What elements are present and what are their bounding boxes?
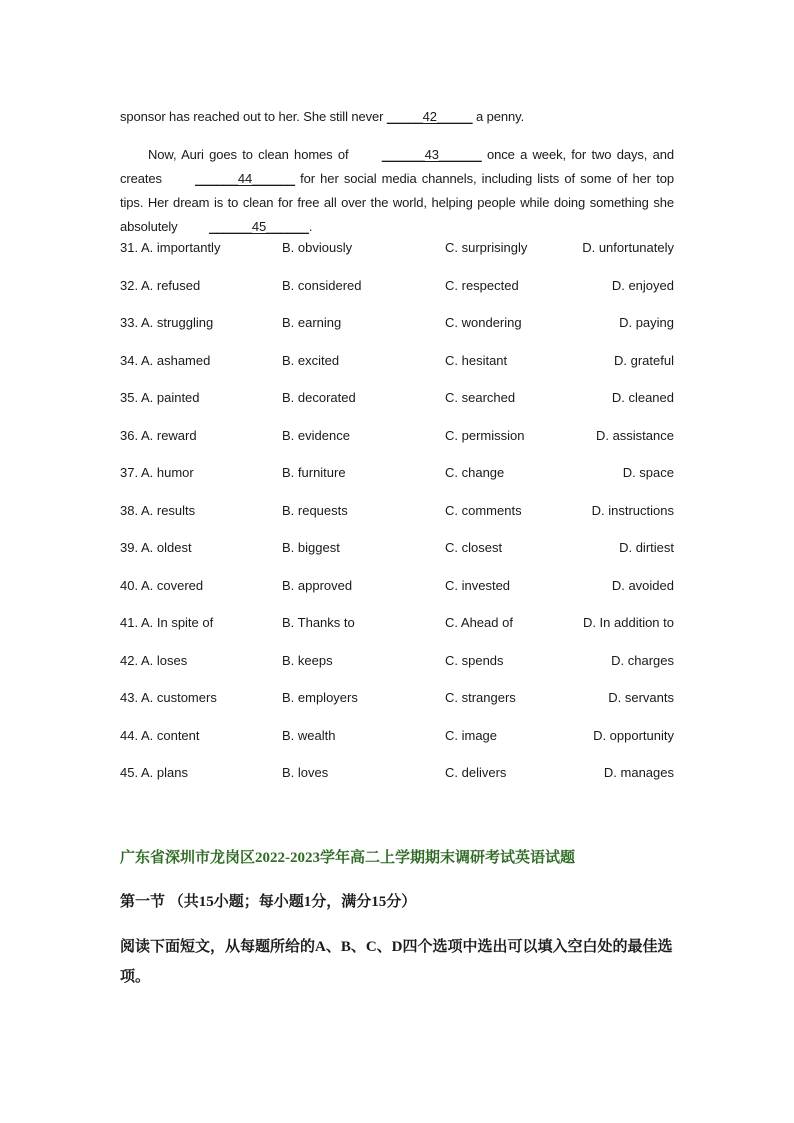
option-a: 45. A. plans (120, 765, 188, 780)
option-c: C. respected (445, 277, 519, 293)
question-options-row (120, 503, 680, 541)
option-c: C. wondering (445, 315, 522, 330)
option-d: D. avoided (611, 577, 674, 593)
option-c: C. Ahead of (445, 615, 513, 630)
option-a: 32. A. refused (120, 277, 201, 293)
passage-text: . (308, 219, 313, 234)
passage-text: sponsor has reached out to her. She still never (120, 109, 387, 124)
option-a: 40. A. covered (120, 577, 204, 593)
option-c: C. delivers (445, 765, 507, 780)
option-d: D. unfortunately (582, 240, 674, 255)
option-d: D. opportunity (593, 727, 674, 743)
option-b: B. furniture (282, 465, 346, 480)
question-options-row (120, 615, 680, 653)
option-d: D. charges (611, 652, 674, 668)
option-c: C. strangers (445, 690, 516, 705)
passage-text: a penny. (472, 109, 525, 124)
option-d: D. In addition to (582, 615, 674, 630)
option-d: D. grateful (614, 352, 674, 368)
section-heading: 第一节 （共15小题；每小题1分，满分15分） (120, 894, 417, 910)
option-d: D. instructions (591, 502, 674, 518)
question-options-row (120, 653, 680, 691)
question-options-row (120, 540, 680, 578)
option-c: C. invested (445, 577, 511, 593)
option-d: D. enjoyed (611, 277, 674, 293)
option-a: 43. A. customers (120, 690, 217, 705)
passage-paragraph-2 (120, 143, 674, 239)
blank-44: ______44______ (195, 171, 295, 186)
option-c: C. surprisingly (445, 240, 528, 255)
option-b: B. Thanks to (282, 615, 355, 630)
option-b: B. keeps (282, 652, 333, 668)
options-list (120, 240, 680, 803)
option-b: B. decorated (282, 390, 356, 405)
option-b: B. wealth (282, 727, 336, 743)
question-options-row (120, 390, 680, 428)
option-a: 34. A. ashamed (120, 352, 211, 368)
option-a: 31. A. importantly (120, 240, 221, 255)
passage-paragraph-1 (120, 105, 674, 129)
option-a: 33. A. struggling (120, 315, 214, 330)
passage-text: once a week, for two days, and creates (120, 147, 674, 186)
option-b: B. employers (282, 690, 358, 705)
option-a: 44. A. content (120, 727, 200, 743)
option-a: 37. A. humor (120, 465, 194, 480)
option-c: C. searched (445, 390, 516, 405)
exam-title: 广东省深圳市龙岗区2022-2023学年高二上学期期末调研考试英语试题 (120, 850, 575, 866)
question-options-row (120, 690, 680, 728)
question-options-row (120, 728, 680, 766)
option-b: B. earning (282, 315, 342, 330)
option-a: 35. A. painted (120, 390, 200, 405)
option-b: B. biggest (282, 540, 340, 555)
question-options-row (120, 465, 680, 503)
option-d: D. servants (608, 690, 674, 705)
option-b: B. obviously (282, 240, 353, 255)
question-options-row (120, 315, 680, 353)
blank-43: ______43______ (381, 147, 482, 162)
option-c: C. image (445, 727, 498, 743)
question-options-row (120, 428, 680, 466)
option-a: 41. A. In spite of (120, 615, 214, 630)
option-b: B. considered (282, 277, 362, 293)
passage-text: for her social media channels, including lists of some of her top tips. Her dream is to clean for free all over the world, helping people while doing something she absolutely (120, 171, 674, 234)
option-d: D. dirtiest (619, 540, 674, 555)
blank-45: ______45______ (209, 219, 309, 234)
option-b: B. requests (282, 502, 348, 518)
question-options-row (120, 240, 680, 278)
option-b: B. excited (282, 352, 340, 368)
option-d: D. cleaned (611, 390, 674, 405)
option-d: D. manages (603, 765, 674, 780)
question-options-row (120, 278, 680, 316)
question-options-row (120, 765, 680, 803)
option-d: D. assistance (595, 427, 674, 443)
question-options-row (120, 353, 680, 391)
section-instruction: 阅读下面短文，从每题所给的A、B、C、D四个选项中选出可以填入空白处的最佳选项。 (120, 939, 673, 985)
question-options-row (120, 578, 680, 616)
passage-text: Now, Auri goes to clean homes of (148, 147, 354, 162)
option-a: 38. A. results (120, 502, 196, 518)
option-b: B. approved (282, 577, 353, 593)
blank-42: _____42_____ (386, 109, 473, 124)
option-a: 36. A. reward (120, 427, 197, 443)
option-c: C. spends (445, 652, 504, 668)
option-d: D. paying (619, 315, 674, 330)
option-b: B. loves (282, 765, 329, 780)
option-d: D. space (622, 465, 674, 480)
option-a: 39. A. oldest (120, 540, 192, 555)
option-c: C. hesitant (445, 352, 508, 368)
option-c: C. closest (445, 540, 503, 555)
option-b: B. evidence (282, 427, 350, 443)
option-c: C. permission (445, 427, 525, 443)
option-c: C. change (445, 465, 505, 480)
option-c: C. comments (445, 502, 522, 518)
option-a: 42. A. loses (120, 652, 188, 668)
